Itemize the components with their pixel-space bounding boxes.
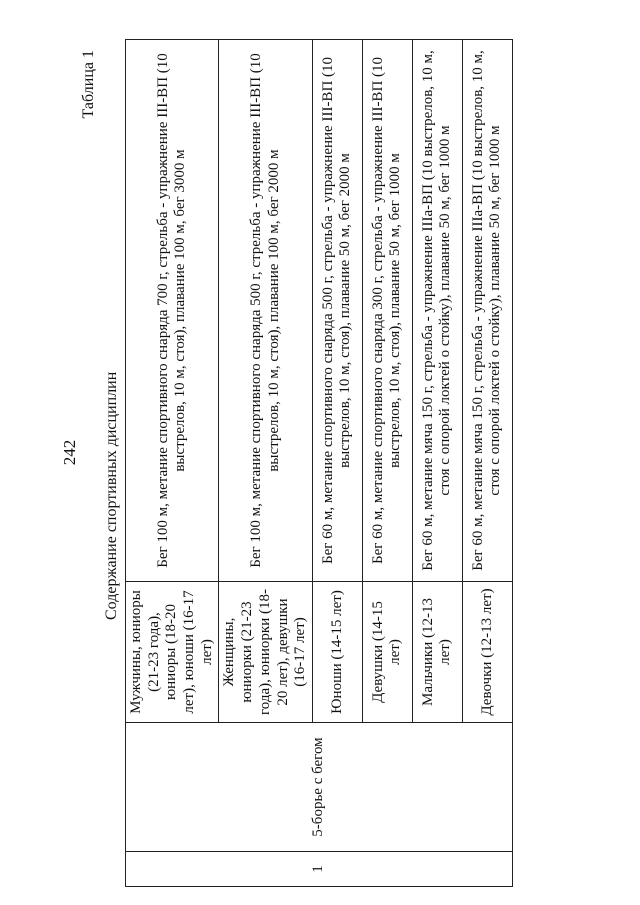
description-cell: Бег 100 м, метание спортивного снаряда 700 г, стрельба - упражнение III-ВП (10 выстрелов, 10 м, стоя), плавание 100 м, бег 3000 м [126,40,219,582]
category-cell: Мужчины, юниоры (21-23 года), юниоры (18-20 лет), юноши (16-17 лет) [126,582,219,723]
category-cell: Девушки (14-15 лет) [362,582,412,723]
description-cell: Бег 60 м, метание спортивного снаряда 300 г, стрельба - упражнение III-ВП (10 выстрелов, 10 м, стоя), плавание 50 м, бег 1000 м [362,40,412,582]
category-cell: Юноши (14-15 лет) [312,582,362,723]
description-cell: Бег 60 м, метание спортивного снаряда 500 г, стрельба - упражнение III-ВП (10 выстрелов, 10 м, стоя), плавание 50 м, бег 2000 м [312,40,362,582]
table-row [126,40,219,887]
description-cell: Бег 60 м, метание мяча 150 г, стрельба - упражнение IIIа-ВП (10 выстрелов, 10 м, стоя с опорой локтей о стойку), плавание 50 м, бег 1000 м [462,40,512,582]
description-cell: Бег 100 м, метание спортивного снаряда 500 г, стрельба - упражнение III-ВП (10 выстрелов, 10 м, стоя), плавание 100 м, бег 2000 м [219,40,312,582]
disciplines-table [125,39,513,887]
table-title: Содержание спортивных дисциплин [103,371,120,620]
category-cell: Мальчики (12-13 лет) [412,582,462,723]
row-number-cell: 1 [126,852,513,887]
table-label: Таблица 1 [80,50,97,119]
category-cell: Девочки (12-13 лет) [462,582,512,723]
category-cell: Женщины, юниорки (21-23 года), юниорки (18-20 лет), девушки (16-17 лет) [219,582,312,723]
description-cell: Бег 60 м, метание мяча 150 г, стрельба - упражнение IIIа-ВП (10 выстрелов, 10 м, стоя с опорой локтей о стойку), плавание 50 м, бег 1000 м [412,40,462,582]
discipline-cell: 5-борье с бегом [126,723,513,852]
page-number: 242 [60,439,79,466]
